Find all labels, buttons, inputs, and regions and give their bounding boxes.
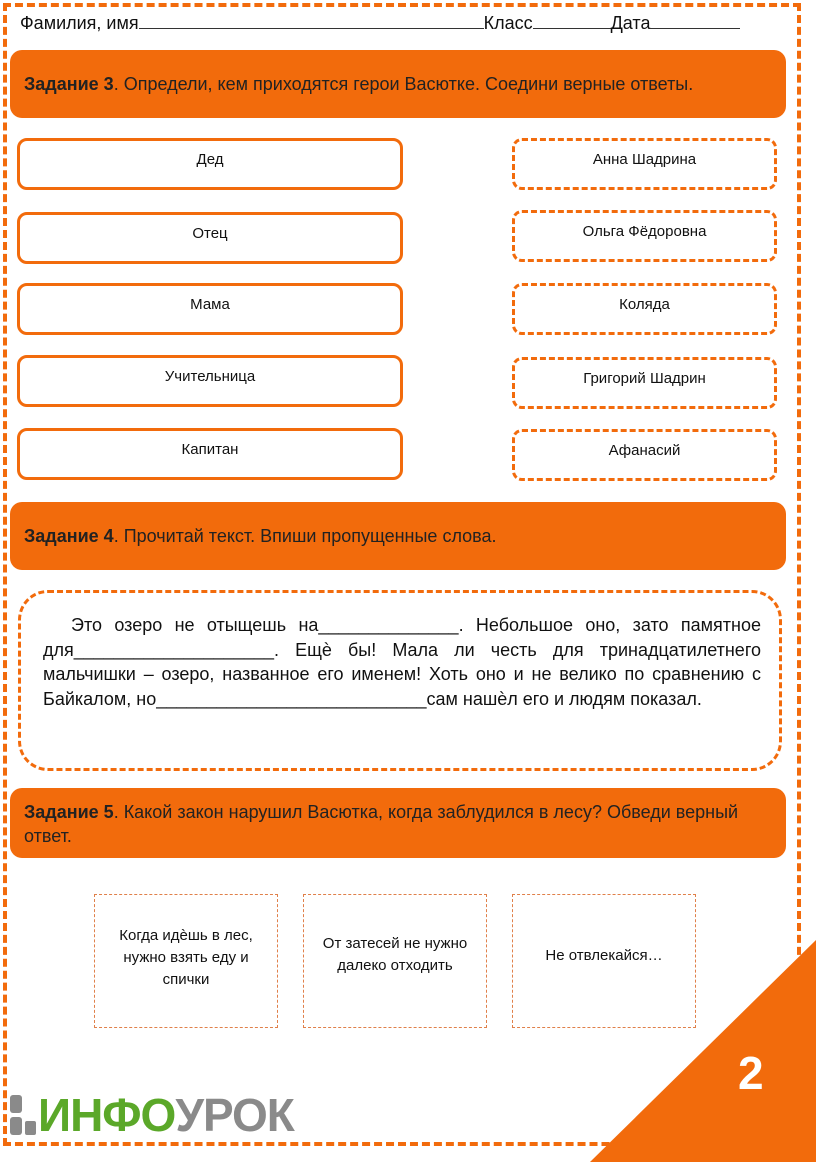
passage-box	[18, 590, 782, 771]
passage-text: . Небольшое оно, зато памятное для	[43, 615, 761, 660]
passage-text: Это озеро не отыщешь на	[71, 615, 319, 635]
left-option[interactable]: Учительница	[17, 355, 403, 407]
right-option[interactable]: Коляда	[512, 283, 777, 335]
right-option[interactable]: Григорий Шадрин	[512, 357, 777, 409]
left-option[interactable]: Отец	[17, 212, 403, 264]
infourok-logo	[8, 1088, 294, 1142]
left-option[interactable]: Капитан	[17, 428, 403, 480]
task4-instruction: . Прочитай текст. Впиши пропущенные слова.	[113, 525, 497, 546]
task5-title: Задание 5	[24, 802, 114, 822]
task4-title: Задание 4	[24, 525, 114, 546]
page-number: 2	[738, 1047, 764, 1099]
student-info-line	[20, 12, 740, 34]
date-field[interactable]	[650, 12, 740, 29]
logo-text-gray: УРОК	[175, 1089, 294, 1141]
class-field[interactable]	[533, 12, 611, 29]
logo-text-green: ИНФО	[38, 1089, 176, 1141]
blank-2[interactable]: ____________________	[73, 639, 274, 660]
answer-option[interactable]: Когда идѐшь в лес, нужно взять еду и спички	[94, 894, 278, 1028]
task3-instruction: . Определи, кем приходятся герои Васютке. Соедини верные ответы.	[113, 73, 694, 94]
date-label: Дата	[610, 13, 651, 33]
task3-banner	[10, 50, 786, 118]
class-label: Класс	[483, 13, 533, 33]
passage-text: . Ещѐ бы! Мала ли честь для тринадцатилетнего мальчишки – озеро, названное его именем! Хоть оно и не велико по сравнению с Байкалом, но	[43, 639, 761, 709]
answer-option[interactable]: От затесей не нужно далеко отходить	[303, 894, 487, 1028]
blank-3[interactable]: ___________________________	[156, 688, 427, 709]
task3-title: Задание 3	[24, 73, 114, 94]
answer-option[interactable]: Не отвлекайся…	[512, 894, 696, 1028]
right-option[interactable]: Ольга Фёдоровна	[512, 210, 777, 262]
passage-text: сам нашѐл его и людям показал.	[426, 688, 702, 709]
logo-mark-icon	[8, 1091, 38, 1139]
page-corner-triangle	[590, 940, 816, 1162]
name-label: Фамилия, имя	[20, 13, 139, 33]
blank-1[interactable]: ______________	[318, 615, 459, 635]
task5-instruction: . Какой закон нарушил Васютка, когда заблудился в лесу? Обведи верный ответ.	[24, 802, 739, 846]
left-option[interactable]: Мама	[17, 283, 403, 335]
right-option[interactable]: Анна Шадрина	[512, 138, 777, 190]
task4-banner	[10, 502, 786, 570]
right-option[interactable]: Афанасий	[512, 429, 777, 481]
left-option[interactable]: Дед	[17, 138, 403, 190]
task5-banner	[10, 788, 786, 858]
name-field[interactable]	[139, 12, 484, 29]
